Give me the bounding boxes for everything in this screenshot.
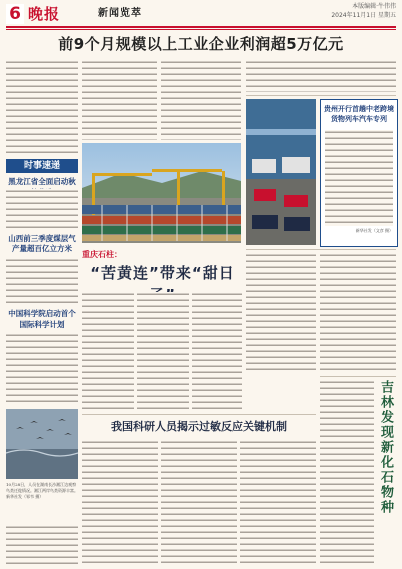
- bottom-story-rule: [82, 414, 316, 415]
- fossil-story-title: 吉林发现新化石物种: [378, 380, 393, 515]
- brief-text-3: [6, 333, 78, 405]
- middle-story-kicker: 重庆石柱：: [82, 249, 122, 259]
- lead-article-col-3: [161, 60, 241, 140]
- lead-article-col-1: [6, 60, 78, 156]
- section-bar-briefs: 时事速递: [6, 159, 78, 173]
- date-line: 2024年11月1日 星期五: [331, 12, 396, 19]
- middle-story-col-3: [192, 292, 242, 412]
- birds-photo: [6, 409, 78, 479]
- bottom-story-col-2: [161, 440, 237, 564]
- lead-article-col-2: [82, 60, 157, 140]
- fossil-story-text: [320, 380, 374, 564]
- bottom-story-title: 我国科研人员揭示过敏反应关键机制: [111, 420, 287, 433]
- header-info: [331, 2, 396, 20]
- guizhou-box-text: [325, 130, 393, 226]
- editor-line: 本版编辑·牛伟伟: [352, 3, 396, 10]
- section-name: 新闻览萃: [98, 8, 142, 19]
- right-divider-2: [246, 249, 396, 250]
- guizhou-box-title: 贵州开行首趟中老跨境货物列车汽车专列: [324, 105, 394, 123]
- right-text-col-a: [246, 253, 316, 373]
- page-number: 6: [6, 4, 24, 24]
- main-headline: 前9个月规模以上工业企业利润超5万亿元: [58, 35, 344, 53]
- middle-story-title: “苦黄连”带来“甜日: [90, 264, 235, 282]
- lead-article-col-4: [246, 60, 396, 92]
- truck-photo: [246, 99, 316, 245]
- brief-title-1: 黑龙江省全面启动秋: [8, 177, 76, 186]
- guizhou-box-credit: 新华社发（文彦 摄）: [355, 228, 393, 233]
- fossil-story-rule: [320, 376, 396, 377]
- brief-text-1: [6, 189, 78, 231]
- brief-title-3b: 国际科学计划: [19, 320, 65, 329]
- left-bottom-text: [6, 525, 78, 565]
- guizhou-train-box: [320, 99, 398, 247]
- header-rule-thin: [6, 29, 396, 30]
- bottom-story-col-3: [240, 440, 316, 564]
- truck-photo-svg: [246, 99, 316, 245]
- header-rule: [6, 26, 396, 28]
- train-photo-svg: [82, 143, 241, 243]
- brief-title-3a: 中国科学院启动首个: [8, 309, 76, 318]
- bottom-story-col-1: [82, 440, 158, 564]
- birds-photo-svg: [6, 409, 78, 479]
- brief-title-2: 山西前三季度煤层气产量超百亿立方米: [8, 234, 76, 253]
- middle-story-col-2: [137, 292, 189, 412]
- right-text-col-b: [320, 253, 396, 373]
- newspaper-logo: 晚报: [28, 5, 61, 23]
- right-divider: [246, 95, 396, 96]
- train-photo: [82, 143, 241, 243]
- brief-text-2: [6, 258, 78, 304]
- middle-story-col-1: [82, 292, 134, 412]
- birds-photo-caption: 10月28日，人员在湖南长沙湘江边观察鸟类迁徙情况。湘江两岸鸟类资源丰富。新华社发（邹韦 摄）: [6, 482, 78, 499]
